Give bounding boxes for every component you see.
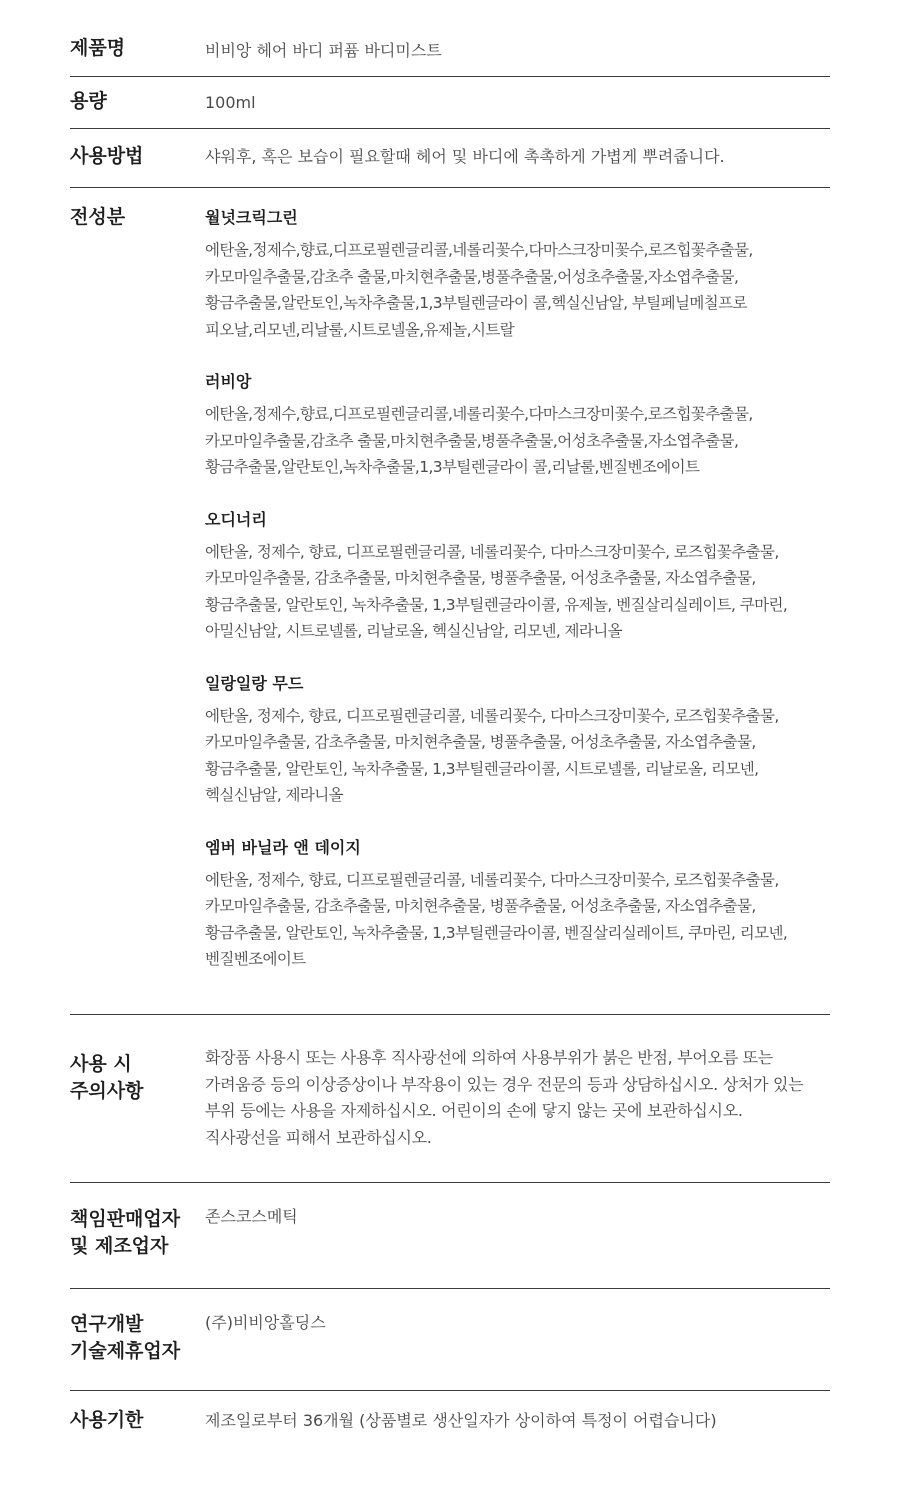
ingredient-line: 벤질벤조에이트 bbox=[205, 950, 306, 968]
value-usage: 샤워후, 혹은 보습이 필요할때 헤어 및 바디에 촉촉하게 가볍게 뿌려줍니다. bbox=[205, 147, 725, 166]
label-expiry: 사용기한 bbox=[70, 1409, 144, 1431]
ingredients-list bbox=[205, 205, 830, 1014]
ingredient-line: 황금추출물,알란토인,녹차추출물,1,3부틸렌글라이 콜,리날룰,벤질벤조에이트 bbox=[205, 458, 700, 476]
row-rnd bbox=[70, 1289, 830, 1391]
value-seller: 존스코스메틱 bbox=[205, 1207, 298, 1226]
caution-line: 화장품 사용시 또는 사용후 직사광선에 의하여 사용부위가 붉은 반점, 부어오름 또는 bbox=[205, 1048, 773, 1067]
ingredient-line: 에탄올, 정제수, 향료, 디프로필렌글리콜, 네롤리꽃수, 다마스크장미꽃수, 로즈힙꽃추출물, bbox=[205, 706, 779, 725]
ingredient-group bbox=[205, 507, 830, 645]
row-expiry bbox=[70, 1391, 830, 1451]
value-rnd: (주)비비앙홀딩스 bbox=[205, 1313, 326, 1332]
row-caution bbox=[70, 1015, 830, 1183]
label-seller-line: 및 제조업자 bbox=[70, 1235, 169, 1257]
label-seller bbox=[70, 1206, 205, 1288]
value-product-name: 비비앙 헤어 바디 퍼퓸 바디미스트 bbox=[205, 41, 442, 60]
label-seller-line: 책임판매업자 bbox=[70, 1208, 181, 1230]
ingredient-line: 황금추출물, 알란토인, 녹차추출물, 1,3부틸렌글라이콜, 벤질살리실레이트, 쿠마린, 리모넨, bbox=[205, 923, 788, 942]
ingredient-group bbox=[205, 835, 830, 973]
value-volume: 100ml bbox=[205, 93, 256, 112]
ingredient-line: 에탄올, 정제수, 향료, 디프로필렌글리콜, 네롤리꽃수, 다마스크장미꽃수, 로즈힙꽃추출물, bbox=[205, 870, 779, 889]
row-volume bbox=[70, 77, 830, 129]
ingredient-line: 에탄올, 정제수, 향료, 디프로필렌글리콜, 네롤리꽃수, 다마스크장미꽃수, 로즈힙꽃추출물, bbox=[205, 542, 779, 561]
row-seller bbox=[70, 1183, 830, 1289]
value-expiry: 제조일로부터 36개월 (상품별로 생산일자가 상이하여 특정이 어렵습니다) bbox=[205, 1411, 717, 1430]
ingredient-line: 카모마일추출물, 감초추출물, 마치현추출물, 병풀추출물, 어성초추출물, 자소엽추출물, bbox=[205, 897, 756, 915]
label-usage: 사용방법 bbox=[70, 145, 144, 167]
label-rnd-line: 연구개발 bbox=[70, 1313, 144, 1335]
ingredient-group bbox=[205, 671, 830, 809]
product-info-table bbox=[70, 24, 830, 1451]
row-usage bbox=[70, 129, 830, 188]
label-product-name: 제품명 bbox=[70, 37, 126, 59]
label-caution-line: 사용 시 bbox=[70, 1053, 132, 1075]
ingredient-group-title: 월넛크릭그린 bbox=[205, 208, 298, 227]
label-rnd bbox=[70, 1311, 205, 1390]
ingredient-group bbox=[205, 205, 830, 343]
ingredient-line: 에탄올,정제수,향료,디프로필렌글리콜,네롤리꽃수,다마스크장미꽃수,로즈힙꽃추출물, bbox=[205, 405, 753, 423]
caution-line: 부위 등에는 사용을 자제하십시오. 어린이의 손에 닿지 않는 곳에 보관하십시오. bbox=[205, 1101, 743, 1120]
ingredient-group bbox=[205, 369, 830, 481]
ingredient-line: 카모마일추출물, 감초추출물, 마치현추출물, 병풀추출물, 어성초추출물, 자소엽추출물, bbox=[205, 733, 756, 751]
ingredient-line: 카모마일추출물, 감초추출물, 마치현추출물, 병풀추출물, 어성초추출물, 자소엽추출물, bbox=[205, 569, 756, 587]
row-ingredients bbox=[70, 188, 830, 1015]
ingredient-line: 황금추출물,알란토인,녹차추출물,1,3부틸렌글라이 콜,헥실신남알, 부틸페닐메칠프로 bbox=[205, 294, 747, 312]
ingredient-group-title: 러비앙 bbox=[205, 372, 252, 391]
label-caution bbox=[70, 1051, 205, 1182]
label-volume: 용량 bbox=[70, 90, 107, 112]
ingredient-line: 황금추출물, 알란토인, 녹차추출물, 1,3부틸렌글라이콜, 유제놀, 벤질살리실레이트, 쿠마린, bbox=[205, 595, 788, 614]
value-caution bbox=[205, 1045, 830, 1182]
label-caution-line: 주의사항 bbox=[70, 1080, 144, 1102]
row-product-name bbox=[70, 24, 830, 77]
ingredient-line: 에탄올,정제수,향료,디프로필렌글리콜,네롤리꽃수,다마스크장미꽃수,로즈힙꽃추출물, bbox=[205, 241, 753, 259]
ingredient-line: 황금추출물, 알란토인, 녹차추출물, 1,3부틸렌글라이콜, 시트로넬롤, 리날로올, 리모넨, bbox=[205, 759, 759, 778]
label-ingredients: 전성분 bbox=[70, 206, 126, 228]
caution-line: 가려움증 등의 이상증상이나 부작용이 있는 경우 전문의 등과 상담하십시오. 상처가 있는 bbox=[205, 1074, 804, 1094]
ingredient-line: 헥실신남알, 제라니올 bbox=[205, 786, 344, 804]
caution-line: 직사광선을 피해서 보관하십시오. bbox=[205, 1127, 432, 1147]
ingredient-line: 카모마일추출물,감초추 출물,마치현추출물,병풀추출물,어성초추출물,자소엽추출물, bbox=[205, 431, 739, 450]
ingredient-line: 아밀신남알, 시트로넬롤, 리날로올, 헥실신남알, 리모넨, 제라니올 bbox=[205, 622, 622, 640]
label-rnd-line: 기술제휴업자 bbox=[70, 1340, 181, 1362]
ingredient-line: 피오날,리모넨,리날룰,시트로넬올,유제놀,시트랄 bbox=[205, 320, 515, 339]
ingredient-group-title: 오디너리 bbox=[205, 509, 267, 529]
ingredient-line: 카모마일추출물,감초추 출물,마치현추출물,병풀추출물,어성초추출물,자소엽추출물, bbox=[205, 267, 739, 286]
ingredient-group-title: 엠버 바닐라 앤 데이지 bbox=[205, 837, 361, 857]
ingredient-group-title: 일랑일랑 무드 bbox=[205, 673, 304, 693]
